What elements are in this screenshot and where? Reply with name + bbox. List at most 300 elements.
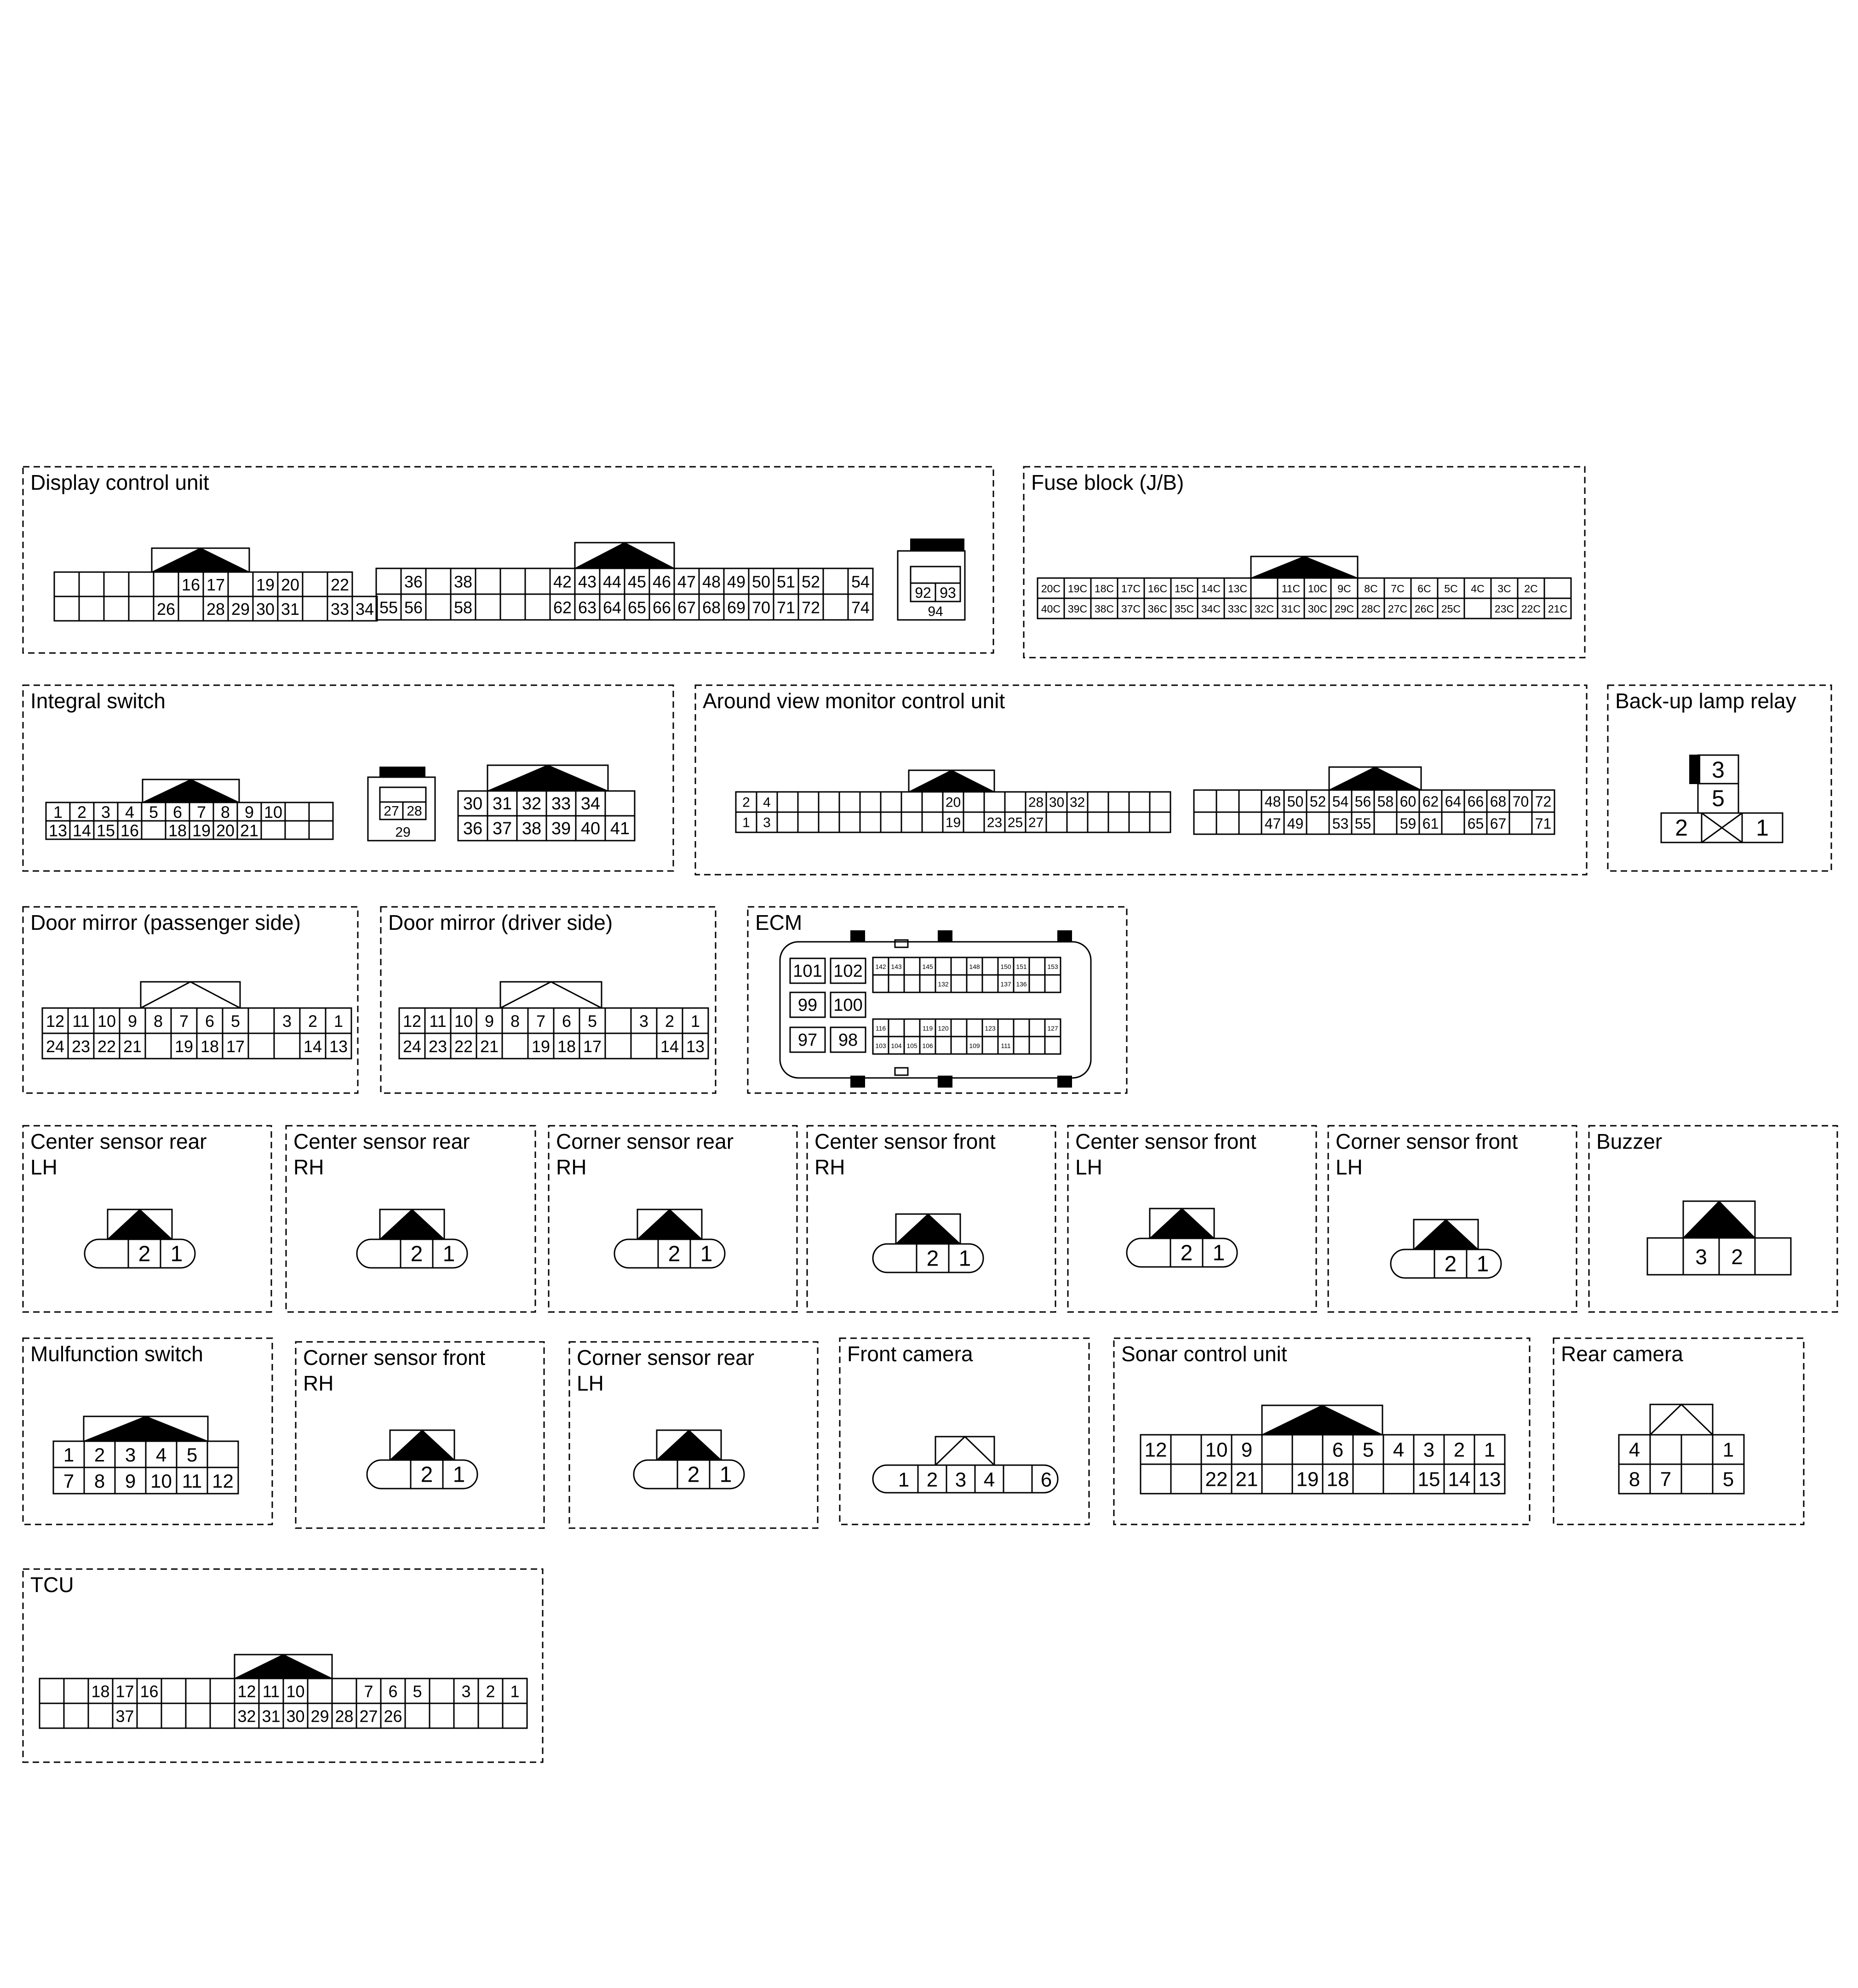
ecm-lower-pin: 109 [969,1042,980,1049]
ecm-tab [851,1076,865,1087]
avm-a-pin: 23 [986,815,1003,831]
dcu-b-cell [376,568,401,594]
is-b-key [380,767,425,777]
is-a-pin: 6 [172,802,183,822]
dcu-b-pin: 43 [578,572,597,591]
is-a-pin: 16 [120,821,139,840]
avm-a-pin: 1 [742,815,750,831]
tcu-a-cell [88,1703,113,1728]
tcu-a-cell [430,1679,454,1703]
jb-a-pin: 20C [1041,583,1061,595]
dcu-b-pin: 52 [801,572,820,591]
sonar-pin: 1 [1484,1438,1496,1461]
is-c-pin: 40 [580,819,601,838]
ecm-lower-pin: 104 [891,1042,902,1049]
tcu-a-pin: 10 [286,1682,305,1701]
ecm-lower-cell [1045,1037,1061,1054]
dcu-b-pin: 50 [751,572,771,591]
sonar-cell [1262,1464,1292,1494]
dcu-b-pin: 44 [602,572,622,591]
csrr-hood-fill [380,1209,444,1239]
dmp-pin: 3 [282,1012,292,1031]
dcu-b-pin: 71 [776,598,796,617]
dcu-b-pin: 68 [702,598,721,617]
display-control-unit-title: Display control unit [30,470,209,494]
sonar-pin: 21 [1235,1468,1258,1491]
avm-b-pin: 54 [1332,793,1349,810]
fcam-pin: 1 [898,1468,910,1491]
dmd-pin: 2 [665,1012,675,1031]
avm-a-cell [1150,792,1170,812]
avm-b-pin: 59 [1399,815,1416,832]
dmp-hood-chevron [141,982,240,1008]
jb-a-pin: 18C [1094,583,1114,595]
dcu-b-cell [823,594,848,620]
dcu-b-pin: 65 [627,598,647,617]
jb-a-cell [1464,598,1491,619]
dmd-pin: 5 [587,1012,597,1031]
tcu-a-cell [64,1679,88,1703]
avm-a-cell [1150,812,1170,832]
corner-sensor-front-lh-title: Corner sensor front LH [1336,1129,1518,1179]
mfs-pin: 2 [94,1444,105,1466]
jb-a-pin: 21C [1548,603,1568,615]
fuse-block-title: Fuse block (J/B) [1031,470,1184,494]
jb-a-pin: 31C [1281,603,1301,615]
tcu-a-pin: 7 [364,1682,373,1701]
dcu-a-cell [79,572,104,596]
mfs-pin: 3 [125,1444,136,1466]
tcu-a-pin: 11 [262,1682,280,1701]
dcu-b-pin: 62 [553,598,572,617]
rcam-pin: 7 [1660,1468,1672,1491]
dcu-a-cell [104,572,129,596]
is-b-pin: 28 [407,803,422,819]
dcu-a-pin: 26 [156,600,176,619]
tcu-a-pin: 29 [310,1707,329,1726]
center-sensor-front-lh-title: Center sensor front LH [1075,1129,1256,1179]
dcu-a-cell [79,596,104,621]
dmp-pin: 6 [205,1012,215,1031]
jb-a-pin: 14C [1201,583,1221,595]
tcu-a-pin: 17 [115,1682,134,1701]
avm-a-cell [819,812,839,832]
sonar-cell [1141,1464,1171,1494]
dcu-b-pin: 64 [602,598,622,617]
ecm-big-pin: 100 [833,996,863,1015]
dmd-pin: 9 [484,1012,494,1031]
is-c-cell [605,791,635,816]
dcu-b-pin: 48 [702,572,721,591]
ecm-upper-cell [935,957,951,975]
tcu-a-cell [137,1703,161,1728]
dcu-b-pin: 51 [776,572,796,591]
ecm-lower-cell [889,1019,904,1037]
rcam-pin: 8 [1629,1468,1640,1491]
dcu-b-pin: 58 [453,598,473,617]
dmp-cell [248,1008,274,1033]
dmp-pin: 14 [303,1037,322,1056]
tcu-a-cell [405,1703,430,1728]
sonar-pin: 6 [1332,1438,1344,1461]
jb-a-pin: 9C [1337,583,1351,595]
jb-a-cell [1544,578,1571,598]
rcam-pin: 5 [1722,1468,1734,1491]
avm-a-cell [798,812,819,832]
is-a-pin: 9 [244,802,254,822]
dcu-a-hood-fill [152,548,249,572]
is-c-pin: 31 [492,794,512,814]
mfs-pin: 4 [155,1444,167,1466]
tcu-a-pin: 31 [262,1707,281,1726]
sonar-pin: 5 [1362,1438,1374,1461]
sonar-cell [1262,1435,1292,1464]
dcu-b-pin: 55 [379,598,398,617]
avm-b-pin: 68 [1490,793,1507,810]
avm-a-pin: 27 [1028,815,1044,831]
mfs-pin: 9 [125,1470,136,1492]
dmd-cell [605,1008,631,1033]
avm-a-cell [922,792,943,812]
sonar-hood-fill [1262,1405,1382,1435]
dmp-pin: 7 [179,1012,189,1031]
avm-b-pin: 72 [1535,793,1552,810]
tcu-a-pin: 12 [237,1682,256,1701]
dcu-c-key [911,539,964,551]
ecm-lower-cell [904,1019,920,1037]
avm-a-cell [984,792,1005,812]
cnrr-pin: 2 [668,1242,681,1266]
ecm-lower-cell [1029,1019,1045,1037]
ecm-lower-pin: 127 [1047,1025,1058,1032]
is-c-pin: 30 [463,794,483,814]
dmd-pin: 12 [402,1012,422,1031]
dcu-b-pin: 54 [851,572,870,591]
jb-a-pin: 30C [1307,603,1328,615]
avm-a-cell [819,792,839,812]
ecm-upper-cell [1029,957,1045,975]
sonar-pin: 14 [1448,1468,1471,1491]
dcu-b-pin: 69 [727,598,746,617]
dcu-a-cell [54,596,79,621]
avm-a-cell [881,792,901,812]
csrl-pin: 1 [170,1242,183,1266]
center-sensor-rear-rh-title: Center sensor rear RH [293,1129,470,1179]
dmd-pin: 3 [639,1012,649,1031]
ecm-tab [851,931,865,942]
dmd-cell [631,1033,657,1059]
is-a-pin: 8 [220,802,230,822]
dmp-pin: 22 [97,1037,116,1056]
is-c-pin: 37 [492,819,512,838]
is-a-cell [309,802,333,821]
avm-b-cell [1216,790,1239,812]
is-a-pin: 7 [196,802,206,822]
csrl-pin: 2 [138,1242,151,1266]
dmp-pin: 12 [46,1012,65,1031]
dcu-b-pin: 63 [578,598,597,617]
dmd-cell [502,1033,528,1059]
dmd-pin: 19 [531,1037,551,1056]
csfl-pin: 1 [1212,1241,1225,1266]
relay-pin: 3 [1712,757,1725,783]
jb-a-hood-fill [1251,556,1358,578]
is-a-pin: 15 [96,821,115,840]
jb-a-pin: 37C [1121,603,1141,615]
sonar-cell [1353,1464,1383,1494]
csrr-pin: 1 [442,1242,455,1266]
avm-a-pin: 25 [1007,815,1023,831]
ecm-upper-cell [904,957,920,975]
dmp-pin: 11 [72,1012,90,1031]
tcu-a-pin: 37 [115,1707,134,1726]
tcu-a-cell [332,1679,356,1703]
is-a-pin: 4 [125,802,135,822]
dcu-a-pin: 33 [330,600,350,619]
cnrr-hood-fill [637,1209,702,1239]
ecm-big-pin: 101 [793,962,822,981]
tcu-a-cell [186,1703,210,1728]
buzzer-title: Buzzer [1596,1129,1663,1153]
ecm-lower-pin: 123 [985,1025,996,1032]
center-sensor-rear-lh-title: Center sensor rear LH [30,1129,207,1179]
dmp-pin: 10 [97,1012,116,1031]
cnfr-pin: 2 [420,1462,433,1487]
mfs-pin: 10 [150,1470,172,1492]
is-b-caption: 29 [395,825,411,840]
avm-b-pin: 53 [1332,815,1349,832]
dmd-pin: 11 [429,1012,447,1031]
csfr-pin: 1 [958,1246,971,1271]
jb-a-pin: 40C [1041,603,1061,615]
fcam-pin: 4 [983,1468,995,1491]
avm-b-cell [1239,790,1262,812]
dcu-a-cell [154,572,178,596]
ecm-upper-cell [951,957,967,975]
mfs-pin: 5 [186,1444,198,1466]
ecm-upper-cell [873,975,889,992]
dmp-cell [248,1033,274,1059]
ecm-upper-pin: 137 [1000,980,1011,988]
avm-a-hood-fill [909,770,994,792]
avm-a-cell [1005,792,1026,812]
jb-a-pin: 22C [1521,603,1541,615]
tcu-a-cell [64,1703,88,1728]
tcu-a-cell [503,1703,527,1728]
tcu-a-pin: 16 [140,1682,159,1701]
jb-a-pin: 11C [1281,583,1301,595]
csfl-pin: 2 [1180,1241,1193,1266]
avm-b-pin: 66 [1467,793,1484,810]
avm-a-pin: 20 [945,795,961,810]
is-c-hood-fill [487,765,608,791]
ecm-lower-pin: 111 [1001,1042,1011,1049]
sonar-pin: 13 [1478,1468,1501,1491]
tcu-a-pin: 2 [486,1682,495,1701]
backup-lamp-relay-title: Back-up lamp relay [1615,689,1796,713]
tcu-a-cell [308,1679,332,1703]
avm-a-cell [1108,792,1129,812]
jb-a-pin: 10C [1307,583,1328,595]
is-a-hood-fill [143,779,239,802]
dcu-a-cell [228,572,253,596]
csfl-hood-fill [1150,1209,1214,1238]
dcu-b-pin: 72 [801,598,820,617]
corner-sensor-rear-lh-title: Corner sensor rear LH [577,1346,755,1395]
avm-b-pin: 47 [1264,815,1281,832]
avm-b-cell [1509,812,1532,834]
ecm-big-pin: 97 [797,1031,818,1050]
mfs-pin: 8 [94,1470,105,1492]
avm-a-cell [1129,812,1150,832]
fcam-hood [935,1437,994,1465]
ecm-big-pin: 99 [797,996,818,1015]
buz-cell [1755,1238,1791,1275]
avm-a-cell [901,792,922,812]
ecm-upper-pin: 145 [922,963,933,970]
dmd-pin: 6 [562,1012,572,1031]
ecm-lower-cell [935,1037,951,1054]
dcu-a-cell [303,596,327,621]
fcam-pin: 3 [955,1468,967,1491]
dcu-b-pin: 56 [404,598,423,617]
is-a-pin: 14 [72,821,92,840]
avm-b-pin: 67 [1490,815,1507,832]
ecm-upper-cell [951,975,967,992]
buz-pin: 2 [1731,1245,1743,1269]
avm-b-pin: 62 [1422,793,1439,810]
tcu-a-hood-fill [235,1655,332,1679]
avm-b-cell [1216,812,1239,834]
is-c-pin: 33 [551,794,571,814]
is-a-pin: 19 [192,821,211,840]
dcu-b-pin: 74 [851,598,870,617]
is-a-pin: 1 [53,802,63,822]
ecm-tab [1058,1076,1072,1087]
ecm-lower-cell [1029,1037,1045,1054]
tcu-a-cell [40,1679,64,1703]
sonar-pin: 12 [1144,1438,1167,1461]
dcu-a-pin: 34 [355,600,374,619]
tcu-a-pin: 3 [461,1682,471,1701]
avm-b-pin: 65 [1467,815,1484,832]
jb-a-pin: 19C [1067,583,1088,595]
is-a-cell [285,802,309,821]
ecm-lower-cell [951,1037,967,1054]
center-sensor-front-rh-title: Center sensor front RH [814,1129,996,1179]
jb-a-pin: 6C [1417,583,1431,595]
buz-pin: 3 [1695,1245,1707,1269]
is-c-pin: 36 [463,819,483,838]
ecm-lower-pin: 103 [875,1042,886,1049]
cnrl-hood-fill [657,1430,721,1460]
avm-b-pin: 61 [1422,815,1439,832]
dmd-pin: 10 [454,1012,473,1031]
rear-camera-title: Rear camera [1561,1342,1683,1366]
dcu-c-caption: 94 [928,604,943,619]
jb-a-pin: 25C [1441,603,1461,615]
ecm-lower-cell [998,1019,1014,1037]
dcu-b-pin: 46 [652,572,671,591]
dmp-cell [274,1033,300,1059]
is-b-pin: 27 [384,803,399,819]
dcu-c-pin: 93 [940,584,956,601]
is-c-pin: 32 [522,794,542,814]
dmd-pin: 23 [428,1037,447,1056]
jb-a-pin: 16C [1147,583,1168,595]
integral-switch-title: Integral switch [30,689,166,713]
mfs-pin: 7 [63,1470,75,1492]
is-a-pin: 2 [77,802,87,822]
avm-a-pin: 32 [1069,795,1085,810]
dcu-b-cell [426,568,451,594]
sonar-pin: 3 [1423,1438,1435,1461]
dcu-b-pin: 47 [677,572,696,591]
ecm-lower-cell [967,1019,982,1037]
is-c-pin: 38 [522,819,542,838]
sonar-pin: 15 [1417,1468,1440,1491]
mfs-pin: 1 [63,1444,75,1466]
dcu-a-pin: 29 [231,600,250,619]
avm-b-cell [1374,812,1397,834]
mfs-pin: 12 [212,1470,234,1492]
tcu-a-cell [430,1703,454,1728]
is-c-pin: 41 [610,819,630,838]
ecm-upper-pin: 132 [938,980,949,988]
sonar-pin: 22 [1205,1468,1228,1491]
jb-a-pin: 34C [1201,603,1221,615]
ecm-lower-pin: 106 [922,1042,933,1049]
cnfl-pin: 1 [1476,1252,1489,1277]
avm-b-cell [1194,790,1216,812]
ecm-lower-cell [1014,1037,1029,1054]
tcu-a-pin: 18 [91,1682,110,1701]
avm-a-pin: 2 [742,795,750,810]
mfs-cell [207,1441,238,1467]
dmp-pin: 23 [71,1037,91,1056]
buz-cell [1647,1238,1683,1275]
jb-a-pin: 2C [1524,583,1538,595]
rcam-cell [1650,1435,1681,1464]
avm-a-cell [860,792,881,812]
avm-b-hood-fill [1329,767,1421,790]
sonar-pin: 9 [1241,1438,1253,1461]
dcu-c-pin: 92 [915,584,931,601]
jb-a-pin: 26C [1414,603,1434,615]
avm-b-pin: 52 [1309,793,1326,810]
ecm-lower-cell [1014,1019,1029,1037]
tcu-a-cell [454,1703,478,1728]
tcu-a-cell [478,1703,503,1728]
tcu-a-pin: 30 [286,1707,305,1726]
ecm-tab [1058,931,1072,942]
ecm-upper-pin: 142 [875,963,886,970]
ecm-title: ECM [755,911,803,934]
jb-a-pin: 33C [1227,603,1248,615]
dcu-a-pin: 22 [330,575,350,594]
sonar-pin: 10 [1205,1438,1228,1461]
dcu-b-pin: 38 [453,572,473,591]
ecm-upper-pin: 150 [1000,963,1011,970]
is-a-cell [142,821,166,839]
tcu-a-cell [161,1703,186,1728]
dmp-pin: 1 [333,1012,344,1031]
dcu-b-pin: 49 [727,572,746,591]
is-a-pin: 13 [48,821,68,840]
dmp-pin: 2 [308,1012,318,1031]
is-a-pin: 20 [216,821,235,840]
jb-a-pin: 3C [1497,583,1511,595]
